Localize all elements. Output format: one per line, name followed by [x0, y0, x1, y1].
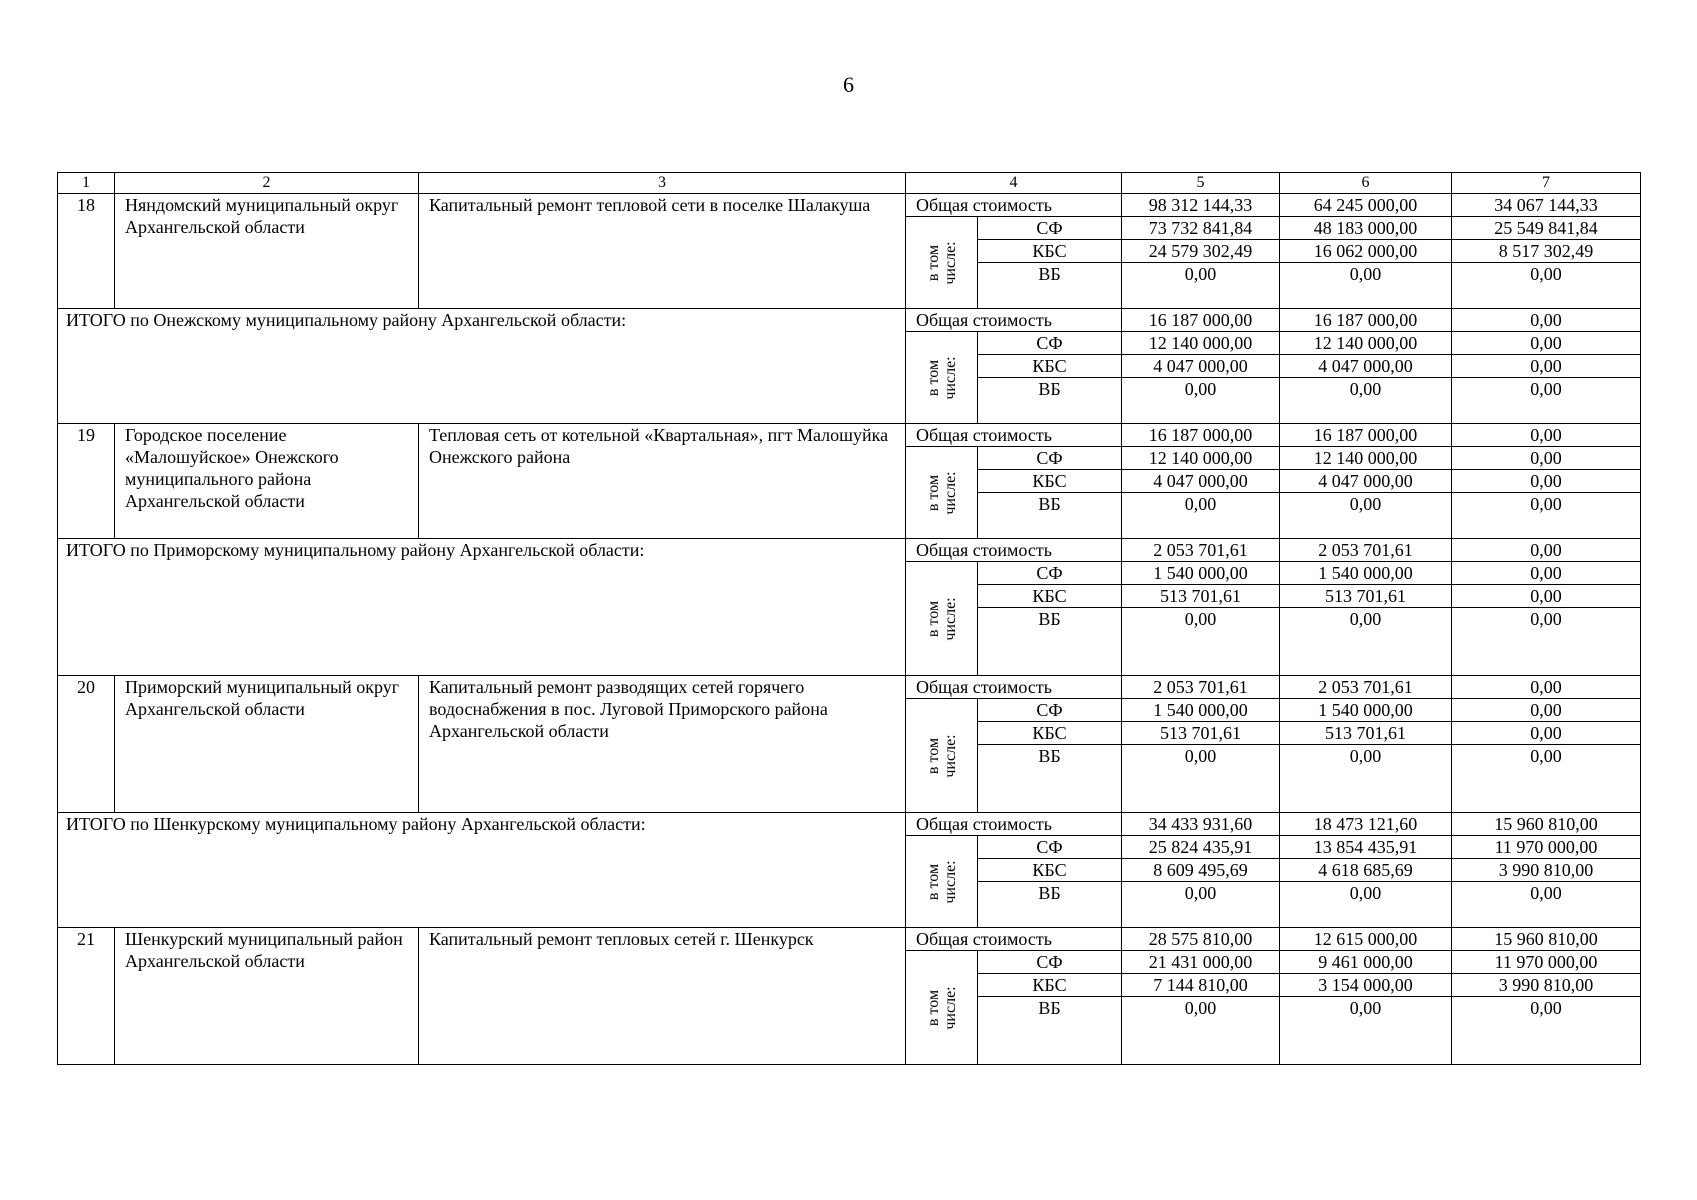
total-title: ИТОГО по Приморскому муниципальному району Архангельской области:: [58, 539, 906, 676]
funding-value: 0,00: [1280, 378, 1452, 424]
including-label-cell: [906, 217, 978, 309]
funding-source-label: КБС: [978, 974, 1122, 997]
funding-value: 25 824 435,91: [1122, 836, 1280, 859]
funding-value: 4 047 000,00: [1122, 355, 1280, 378]
total-cost-value: 2 053 701,61: [1122, 539, 1280, 562]
municipality-name: Няндомский муниципальный округ Архангельской области: [115, 194, 419, 309]
funding-value: 8 517 302,49: [1452, 240, 1641, 263]
header-cell: 7: [1452, 173, 1641, 194]
funding-value: 1 540 000,00: [1280, 699, 1452, 722]
funding-source-label: ВБ: [978, 745, 1122, 813]
funding-value: 0,00: [1280, 745, 1452, 813]
funding-value: 0,00: [1452, 263, 1641, 309]
including-label: в том числе:: [924, 733, 959, 778]
including-label-cell: [906, 562, 978, 676]
funding-value: 0,00: [1452, 745, 1641, 813]
funding-value: 11 970 000,00: [1452, 836, 1641, 859]
total-cost-label: Общая стоимость: [906, 309, 1122, 332]
including-label: в том числе:: [924, 470, 959, 515]
funding-value: 3 154 000,00: [1280, 974, 1452, 997]
funding-source-label: ВБ: [978, 378, 1122, 424]
total-cost-value: 16 187 000,00: [1122, 424, 1280, 447]
municipality-name: Шенкурский муниципальный район Архангельской области: [115, 928, 419, 1065]
funding-source-label: СФ: [978, 217, 1122, 240]
funding-value: 0,00: [1452, 378, 1641, 424]
funding-value: 0,00: [1452, 997, 1641, 1065]
project-name: Капитальный ремонт тепловой сети в поселке Шалакуша: [419, 194, 906, 309]
funding-value: 513 701,61: [1280, 722, 1452, 745]
item-row: [58, 928, 1641, 951]
total-cost-value: 16 187 000,00: [1280, 424, 1452, 447]
funding-value: 0,00: [1122, 493, 1280, 539]
funding-value: 1 540 000,00: [1122, 699, 1280, 722]
funding-value: 0,00: [1280, 997, 1452, 1065]
funding-value: 0,00: [1280, 608, 1452, 676]
total-cost-value: 18 473 121,60: [1280, 813, 1452, 836]
total-cost-value: 2 053 701,61: [1280, 539, 1452, 562]
funding-value: 3 990 810,00: [1452, 859, 1641, 882]
financing-table: [57, 172, 1641, 1065]
funding-value: 0,00: [1122, 608, 1280, 676]
total-title: ИТОГО по Шенкурскому муниципальному району Архангельской области:: [58, 813, 906, 928]
funding-value: 21 431 000,00: [1122, 951, 1280, 974]
project-name: Тепловая сеть от котельной «Квартальная», пгт Малошуйка Онежского района: [419, 424, 906, 539]
funding-value: 0,00: [1452, 493, 1641, 539]
funding-source-label: ВБ: [978, 608, 1122, 676]
total-cost-value: 64 245 000,00: [1280, 194, 1452, 217]
funding-value: 0,00: [1452, 355, 1641, 378]
funding-value: 0,00: [1280, 882, 1452, 928]
funding-source-label: СФ: [978, 951, 1122, 974]
funding-value: 12 140 000,00: [1122, 332, 1280, 355]
funding-value: 0,00: [1122, 997, 1280, 1065]
including-label-cell: [906, 951, 978, 1065]
including-label-cell: [906, 332, 978, 424]
header-cell: 5: [1122, 173, 1280, 194]
funding-value: 12 140 000,00: [1122, 447, 1280, 470]
total-cost-value: 2 053 701,61: [1280, 676, 1452, 699]
total-row: [58, 309, 1641, 332]
funding-value: 0,00: [1122, 882, 1280, 928]
funding-source-label: СФ: [978, 562, 1122, 585]
item-number: 18: [58, 194, 115, 309]
total-cost-value: 12 615 000,00: [1280, 928, 1452, 951]
funding-value: 16 062 000,00: [1280, 240, 1452, 263]
funding-source-label: КБС: [978, 470, 1122, 493]
funding-value: 0,00: [1452, 470, 1641, 493]
funding-source-label: СФ: [978, 836, 1122, 859]
total-cost-label: Общая стоимость: [906, 676, 1122, 699]
funding-value: 0,00: [1122, 378, 1280, 424]
total-cost-value: 28 575 810,00: [1122, 928, 1280, 951]
total-cost-label: Общая стоимость: [906, 424, 1122, 447]
funding-value: 0,00: [1452, 882, 1641, 928]
funding-value: 513 701,61: [1122, 585, 1280, 608]
funding-value: 4 047 000,00: [1280, 470, 1452, 493]
including-label-cell: [906, 699, 978, 813]
including-label: в том числе:: [924, 596, 959, 641]
funding-value: 0,00: [1452, 699, 1641, 722]
total-cost-label: Общая стоимость: [906, 813, 1122, 836]
total-cost-value: 15 960 810,00: [1452, 928, 1641, 951]
municipality-name: Приморский муниципальный округ Архангельской области: [115, 676, 419, 813]
funding-value: 1 540 000,00: [1280, 562, 1452, 585]
header-cell: 1: [58, 173, 115, 194]
funding-value: 0,00: [1122, 745, 1280, 813]
funding-value: 4 618 685,69: [1280, 859, 1452, 882]
funding-source-label: СФ: [978, 332, 1122, 355]
item-number: 20: [58, 676, 115, 813]
total-cost-value: 16 187 000,00: [1122, 309, 1280, 332]
total-cost-label: Общая стоимость: [906, 928, 1122, 951]
item-row: [58, 676, 1641, 699]
funding-value: 513 701,61: [1122, 722, 1280, 745]
funding-value: 0,00: [1452, 722, 1641, 745]
funding-value: 24 579 302,49: [1122, 240, 1280, 263]
funding-value: 13 854 435,91: [1280, 836, 1452, 859]
funding-value: 4 047 000,00: [1122, 470, 1280, 493]
funding-source-label: КБС: [978, 722, 1122, 745]
funding-value: 8 609 495,69: [1122, 859, 1280, 882]
funding-value: 73 732 841,84: [1122, 217, 1280, 240]
funding-value: 48 183 000,00: [1280, 217, 1452, 240]
header-cell: 3: [419, 173, 906, 194]
funding-value: 0,00: [1452, 585, 1641, 608]
including-label-cell: [906, 836, 978, 928]
total-cost-value: 0,00: [1452, 539, 1641, 562]
total-cost-value: 0,00: [1452, 676, 1641, 699]
funding-source-label: ВБ: [978, 263, 1122, 309]
total-cost-value: 16 187 000,00: [1280, 309, 1452, 332]
total-title: ИТОГО по Онежскому муниципальному району Архангельской области:: [58, 309, 906, 424]
funding-value: 0,00: [1452, 447, 1641, 470]
funding-value: 4 047 000,00: [1280, 355, 1452, 378]
total-cost-value: 0,00: [1452, 424, 1641, 447]
funding-source-label: КБС: [978, 859, 1122, 882]
funding-source-label: СФ: [978, 447, 1122, 470]
funding-value: 3 990 810,00: [1452, 974, 1641, 997]
total-cost-label: Общая стоимость: [906, 194, 1122, 217]
funding-value: 1 540 000,00: [1122, 562, 1280, 585]
including-label: в том числе:: [924, 985, 959, 1030]
table-body: [58, 173, 1641, 1065]
funding-value: 12 140 000,00: [1280, 332, 1452, 355]
header-cell: 4: [906, 173, 1122, 194]
total-cost-value: 34 433 931,60: [1122, 813, 1280, 836]
total-cost-value: 2 053 701,61: [1122, 676, 1280, 699]
funding-value: 7 144 810,00: [1122, 974, 1280, 997]
funding-value: 0,00: [1280, 493, 1452, 539]
funding-value: 0,00: [1452, 608, 1641, 676]
funding-value: 0,00: [1452, 562, 1641, 585]
total-row: [58, 813, 1641, 836]
funding-value: 513 701,61: [1280, 585, 1452, 608]
project-name: Капитальный ремонт разводящих сетей горячего водоснабжения в пос. Луговой Приморского района Архангельской области: [419, 676, 906, 813]
item-row: [58, 424, 1641, 447]
municipality-name: Городское поселение «Малошуйское» Онежского муниципального района Архангельской области: [115, 424, 419, 539]
funding-source-label: ВБ: [978, 997, 1122, 1065]
header-row: [58, 173, 1641, 194]
header-cell: 6: [1280, 173, 1452, 194]
total-cost-value: 15 960 810,00: [1452, 813, 1641, 836]
header-cell: 2: [115, 173, 419, 194]
total-cost-value: 98 312 144,33: [1122, 194, 1280, 217]
funding-value: 11 970 000,00: [1452, 951, 1641, 974]
funding-source-label: КБС: [978, 355, 1122, 378]
funding-source-label: ВБ: [978, 493, 1122, 539]
funding-value: 0,00: [1122, 263, 1280, 309]
funding-source-label: СФ: [978, 699, 1122, 722]
funding-source-label: ВБ: [978, 882, 1122, 928]
including-label: в том числе:: [924, 859, 959, 904]
funding-source-label: КБС: [978, 240, 1122, 263]
item-number: 19: [58, 424, 115, 539]
total-cost-label: Общая стоимость: [906, 539, 1122, 562]
funding-value: 12 140 000,00: [1280, 447, 1452, 470]
total-cost-value: 34 067 144,33: [1452, 194, 1641, 217]
total-cost-value: 0,00: [1452, 309, 1641, 332]
funding-source-label: КБС: [978, 585, 1122, 608]
including-label: в том числе:: [924, 355, 959, 400]
total-row: [58, 539, 1641, 562]
funding-value: 0,00: [1452, 332, 1641, 355]
funding-value: 25 549 841,84: [1452, 217, 1641, 240]
funding-value: 9 461 000,00: [1280, 951, 1452, 974]
project-name: Капитальный ремонт тепловых сетей г. Шенкурск: [419, 928, 906, 1065]
including-label: в том числе:: [924, 240, 959, 285]
item-number: 21: [58, 928, 115, 1065]
page-number: 6: [843, 72, 854, 97]
item-row: [58, 194, 1641, 217]
including-label-cell: [906, 447, 978, 539]
funding-value: 0,00: [1280, 263, 1452, 309]
